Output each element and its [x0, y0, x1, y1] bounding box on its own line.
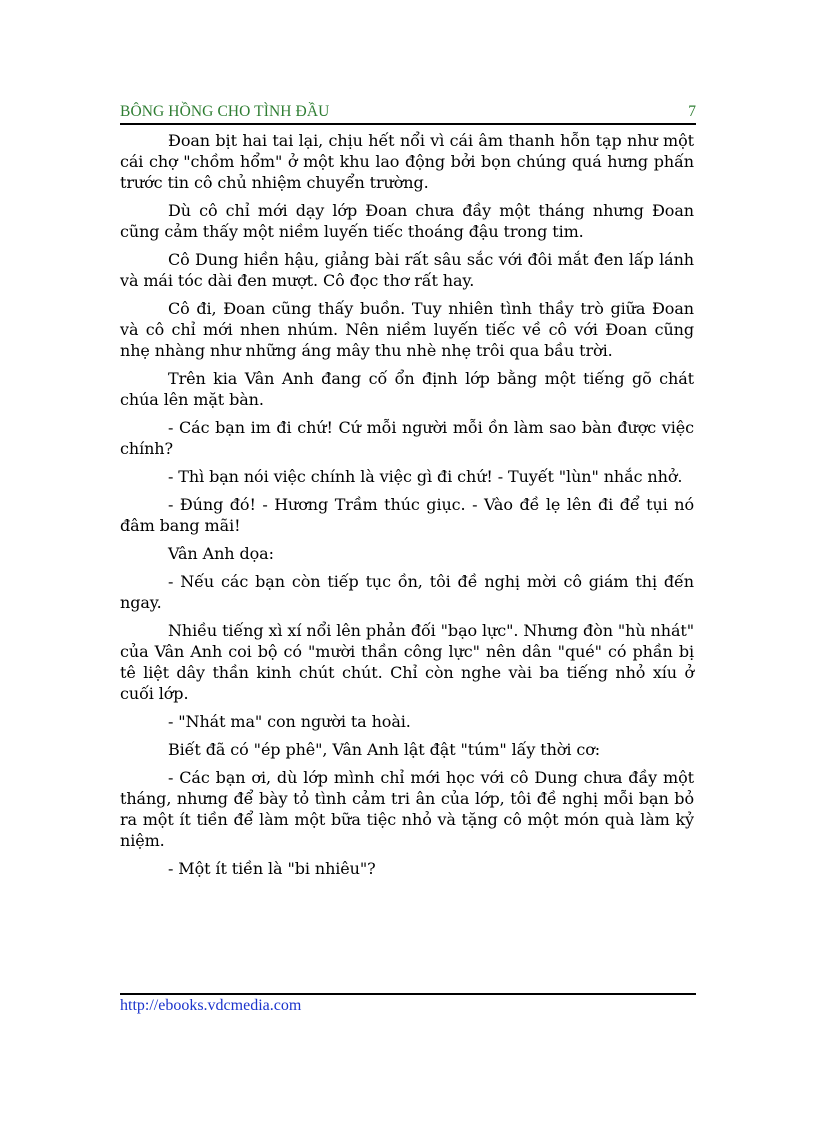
paragraph: Biết đã có "ép phê", Vân Anh lật đật "túm" lấy thời cơ:: [168, 740, 601, 759]
footer-divider: [120, 993, 696, 995]
paragraph: - Một ít tiền là "bi nhiêu"?: [168, 859, 376, 878]
paragraph: Dù cô chỉ mới dạy lớp Đoan chưa đầy một tháng nhưng Đoan cũng cảm thấy một niềm luyến tiếc thoáng đậu trong tim.: [120, 201, 694, 241]
paragraph: - Thì bạn nói việc chính là việc gì đi chứ! - Tuyết "lùn" nhắc nhở.: [168, 467, 683, 486]
paragraph: - Các bạn im đi chứ! Cứ mỗi người mỗi ồn làm sao bàn được việc chính?: [120, 418, 694, 458]
paragraph: - Đúng đó! - Hương Trầm thúc giục. - Vào đề lẹ lên đi để tụi nó đâm bang mãi!: [120, 495, 694, 535]
paragraph: - Các bạn ơi, dù lớp mình chỉ mới học với cô Dung chưa đầy một tháng, nhưng để bày tỏ tình cảm tri ân của lớp, tôi đề nghị mỗi bạn bỏ ra một ít tiền để làm một bữa tiệc nhỏ và tặng cô một món quà làm kỷ niệm.: [120, 768, 694, 850]
book-title: BÔNG HỒNG CHO TÌNH ĐẦU: [120, 103, 330, 120]
paragraph: Vân Anh dọa:: [168, 544, 274, 563]
page-number: 7: [688, 103, 696, 120]
paragraph: Cô Dung hiền hậu, giảng bài rất sâu sắc với đôi mắt đen lấp lánh và mái tóc dài đen mượt. Cô đọc thơ rất hay.: [120, 250, 694, 290]
page-body: [120, 130, 694, 886]
page-header: [120, 103, 696, 125]
paragraph: - "Nhát ma" con người ta hoài.: [168, 712, 411, 731]
paragraph: Cô đi, Đoan cũng thấy buồn. Tuy nhiên tình thầy trò giữa Đoan và cô chỉ mới nhen nhúm. Nên niềm luyến tiếc về cô với Đoan cũng nhẹ nhàng như những áng mây thu nhè nhẹ trôi qua bầu trời.: [120, 299, 694, 360]
paragraph: Nhiều tiếng xì xí nổi lên phản đối "bạo lực". Nhưng đòn "hù nhát" của Vân Anh coi bộ có "mười thần công lực" nên dân "qué" có phần bị tê liệt dây thần kinh chút chút. Chỉ còn nghe vài ba tiếng nhỏ xíu ở cuối lớp.: [120, 621, 694, 703]
paragraph: Trên kia Vân Anh đang cố ổn định lớp bằng một tiếng gõ chát chúa lên mặt bàn.: [120, 369, 694, 409]
footer-link[interactable]: http://ebooks.vdcmedia.com: [120, 997, 302, 1014]
paragraph: Đoan bịt hai tai lại, chịu hết nổi vì cái âm thanh hỗn tạp như một cái chợ "chồm hổm" ở một khu lao động bởi bọn chúng quá hưng phấn trước tin cô chủ nhiệm chuyển trường.: [120, 131, 694, 192]
paragraph: - Nếu các bạn còn tiếp tục ồn, tôi đề nghị mời cô giám thị đến ngay.: [120, 572, 694, 612]
